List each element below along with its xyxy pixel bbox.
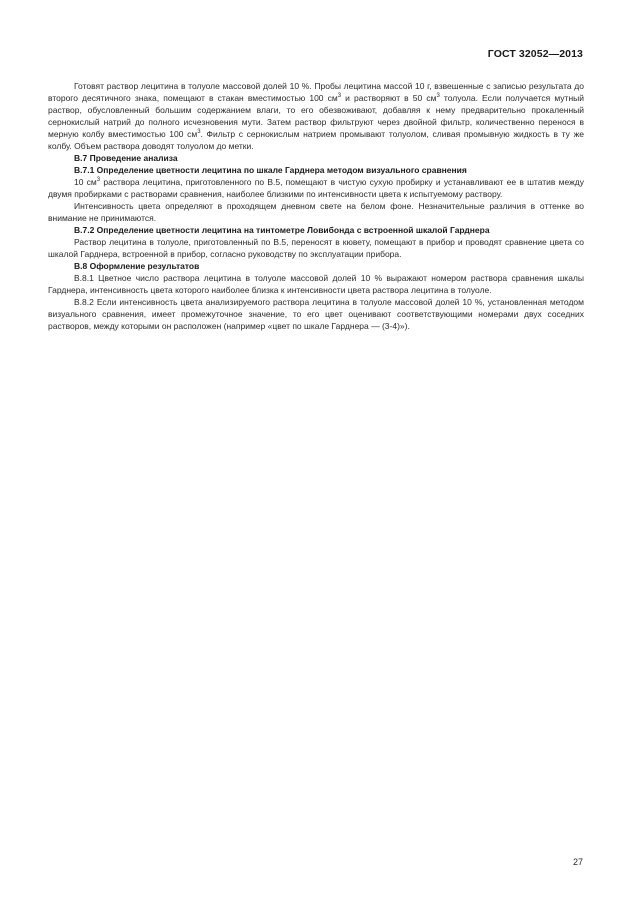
text-run: раствора лецитина, приготовленного по В.5, помещают в чистую сухую пробирку и устанавливают ее в штатив между двумя пробирками с растворами сравнения, наиболее близкими по интенсивности цвета к испытуемому раствору.: [48, 177, 584, 199]
text-run: толуола. Если получается мутный раствор, обусловленный большим содержанием влаги, то его обезвоживают, добавляя к нему предварительно прокаленный сернокислый натрий до полного исчезновения мути. Затем раствор фильтруют через двойной фильтр, количественно перенося в мерную колбу вместимостью 100 см: [48, 93, 584, 139]
paragraph-visual-comparison: [48, 176, 584, 200]
heading-b7: В.7 Проведение анализа: [74, 153, 178, 163]
superscript: 3: [337, 93, 342, 100]
page-number: 27: [572, 857, 583, 867]
heading-b7-1: В.7.1 Определение цветности лецитина по шкале Гарднера методом визуального сравнения: [74, 165, 467, 175]
document-body: [48, 80, 584, 332]
paragraph-b8-1: В.8.1 Цветное число раствора лецитина в толуоле массовой долей 10 % выражают номером раствора сравнения шкалы Гарднера, интенсивность цвета которого наиболее близка к интенсивности цвета раствора лецитина в толуоле.: [48, 273, 584, 295]
heading-b8: В.8 Оформление результатов: [74, 261, 200, 271]
paragraph-color-intensity: Интенсивность цвета определяют в проходящем дневном свете на белом фоне. Незначительные различия в оттенке во внимание не принимаются.: [48, 201, 584, 223]
text-run: . Фильтр с сернокислым натрием промывают толуолом, сливая промывную жидкость в ту же колбу. Объем раствора доводят толуолом до метки.: [48, 129, 584, 151]
text-run: и растворяют в 50 см: [341, 93, 437, 103]
paragraph-solution-prep: [48, 80, 584, 152]
superscript: 3: [96, 177, 101, 184]
text-run: 10 см: [74, 177, 97, 187]
standard-code-header: ГОСТ 32052—2013: [487, 48, 583, 60]
paragraph-lovibond: Раствор лецитина в толуоле, приготовленный по В.5, переносят в кювету, помещают в прибор и проводят сравнение цвета со шкалой Гарднера, встроенной в прибор, согласно руководству по эксплуатации прибора.: [48, 237, 584, 259]
superscript: 3: [197, 129, 201, 136]
superscript: 3: [436, 93, 440, 100]
paragraph-b8-2: В.8.2 Если интенсивность цвета анализируемого раствора лецитина в толуоле массовой долей 10 %, установленная методом визуального сравнения, имеет промежуточное значение, то его цвет оценивают соответствующими номерами двух соседних растворов, между которыми он расположен (например «цвет по шкале Гарднера — (3-4)»).: [48, 297, 584, 331]
text-run: Готовят раствор лецитина в толуоле массовой долей 10 %. Пробы лецитина массой 10 г, взвешенные с записью результата до второго десятичного знака, помещают в стакан вместимостью 100 см: [48, 81, 584, 103]
heading-b7-2: В.7.2 Определение цветности лецитина на тинтометре Ловибонда с встроенной шкалой Гарднера: [74, 225, 490, 235]
